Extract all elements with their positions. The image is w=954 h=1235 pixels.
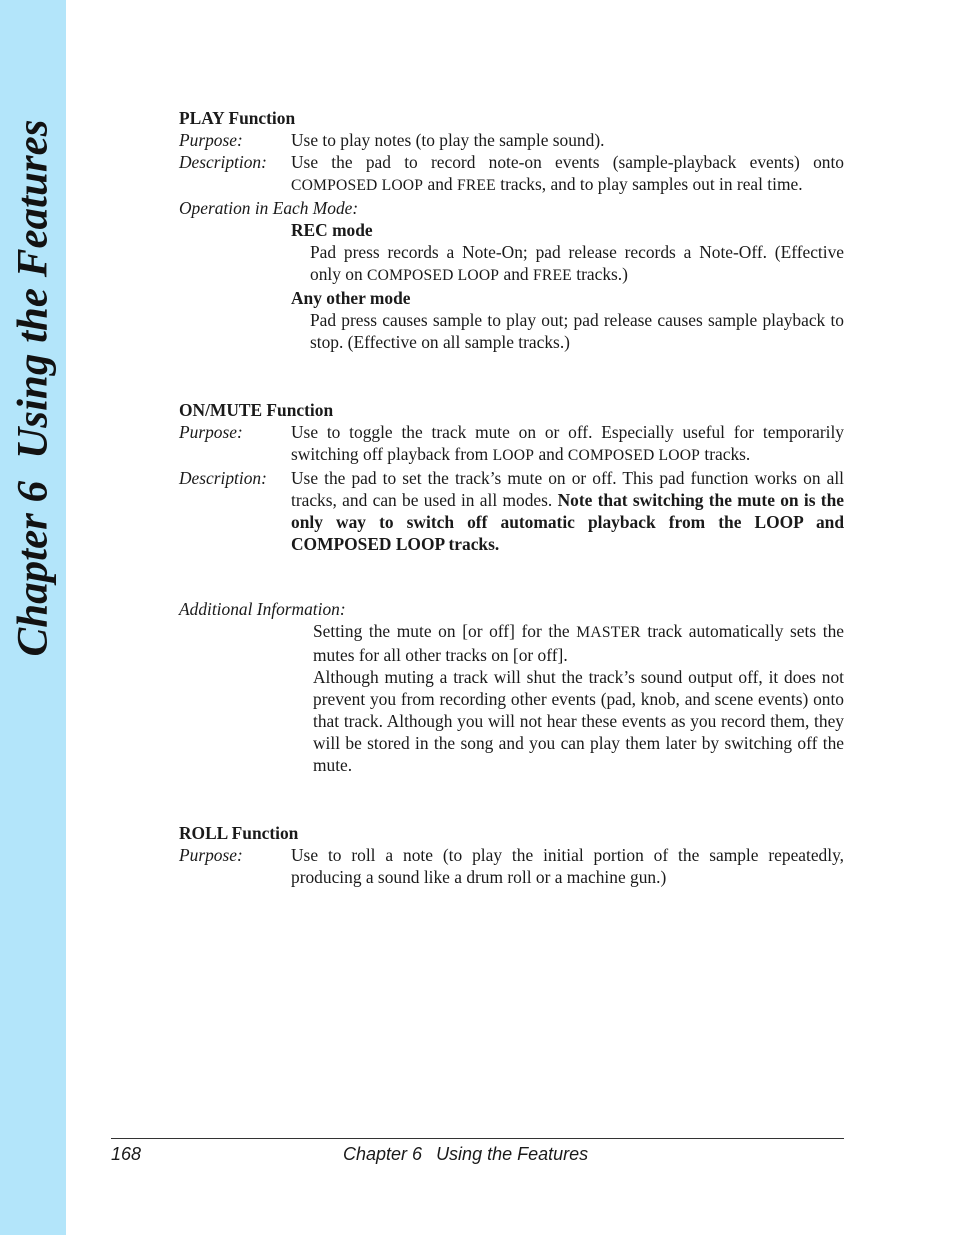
onmute-description-label: Description: bbox=[179, 468, 267, 488]
roll-purpose-row bbox=[179, 844, 844, 888]
additional-info-text-2: Although muting a track will shut the track’s sound output off, it does not prevent you from recording other events (pad, knob, and scene events) onto that track. Although you will not hear these events as you record them, they will be stored in the song and you can play them later by switching off the mute. bbox=[313, 667, 844, 775]
other-mode-text: Pad press causes sample to play out; pad release causes sample playback to stop. (Effective on all sample tracks.) bbox=[310, 310, 844, 352]
chapter-side-band bbox=[0, 0, 66, 1235]
onmute-description-note: Note that switching the mute on is the only way to switch off automatic playback from the LOOP and COMPOSED LOOP tracks. bbox=[291, 490, 844, 554]
other-mode-heading: Any other mode bbox=[291, 288, 411, 308]
play-purpose-text: Use to play notes (to play the sample sound). bbox=[291, 130, 605, 150]
roll-purpose-text: Use to roll a note (to play the initial portion of the sample repeatedly, producing a sound like a drum roll or a machine gun.) bbox=[291, 845, 844, 887]
play-purpose-label: Purpose: bbox=[179, 130, 243, 150]
footer-chapter bbox=[343, 1144, 588, 1165]
footer-chapter-title: Using the Features bbox=[436, 1144, 589, 1164]
roll-heading: ROLL Function bbox=[179, 823, 299, 843]
chapter-side-title bbox=[9, 120, 58, 657]
additional-info-text-1: Setting the mute on [or off] for the MASTER track automatically sets the mutes for all other tracks on [or off]. bbox=[313, 621, 845, 665]
footer-divider bbox=[111, 1138, 844, 1139]
footer-page-number: 168 bbox=[111, 1144, 142, 1164]
onmute-purpose-text: Use to toggle the track mute on or off. Especially useful for temporarily switching off playback from LOOP and COMPOSED LOOP tracks. bbox=[291, 422, 844, 464]
rec-mode-heading: REC mode bbox=[291, 220, 373, 240]
side-chapter-label: Chapter 6 bbox=[9, 480, 57, 657]
play-purpose-row bbox=[179, 129, 844, 151]
play-description-label: Description: bbox=[179, 152, 267, 172]
page-content bbox=[179, 107, 844, 888]
side-chapter-title: Using the Features bbox=[9, 119, 57, 459]
play-description-row bbox=[179, 151, 844, 197]
additional-info-label: Additional Information: bbox=[179, 599, 346, 619]
onmute-heading: ON/MUTE Function bbox=[179, 400, 334, 420]
rec-mode-text: Pad press records a Note-On; pad release records a Note-Off. (Effective only on COMPOSED LOOP and FREE tracks.) bbox=[310, 242, 844, 284]
onmute-purpose-label: Purpose: bbox=[179, 422, 243, 442]
footer-chapter-label: Chapter 6 bbox=[343, 1144, 423, 1164]
onmute-description-row bbox=[179, 467, 844, 555]
roll-purpose-label: Purpose: bbox=[179, 845, 243, 865]
onmute-description-text: Use the pad to set the track’s mute on or off. This pad function works on all tracks, and can be used in all modes. Note that switching the mute on is the only way to switch off automatic playback from the LOOP and COMPOSED LOOP tracks. bbox=[291, 468, 844, 554]
play-description-text: Use the pad to record note-on events (sample-playback events) onto COMPOSED LOOP and FREE tracks, and to play samples out in real time. bbox=[291, 152, 844, 194]
onmute-purpose-row bbox=[179, 421, 844, 467]
operation-label: Operation in Each Mode: bbox=[179, 198, 359, 218]
play-heading: PLAY Function bbox=[179, 108, 296, 128]
